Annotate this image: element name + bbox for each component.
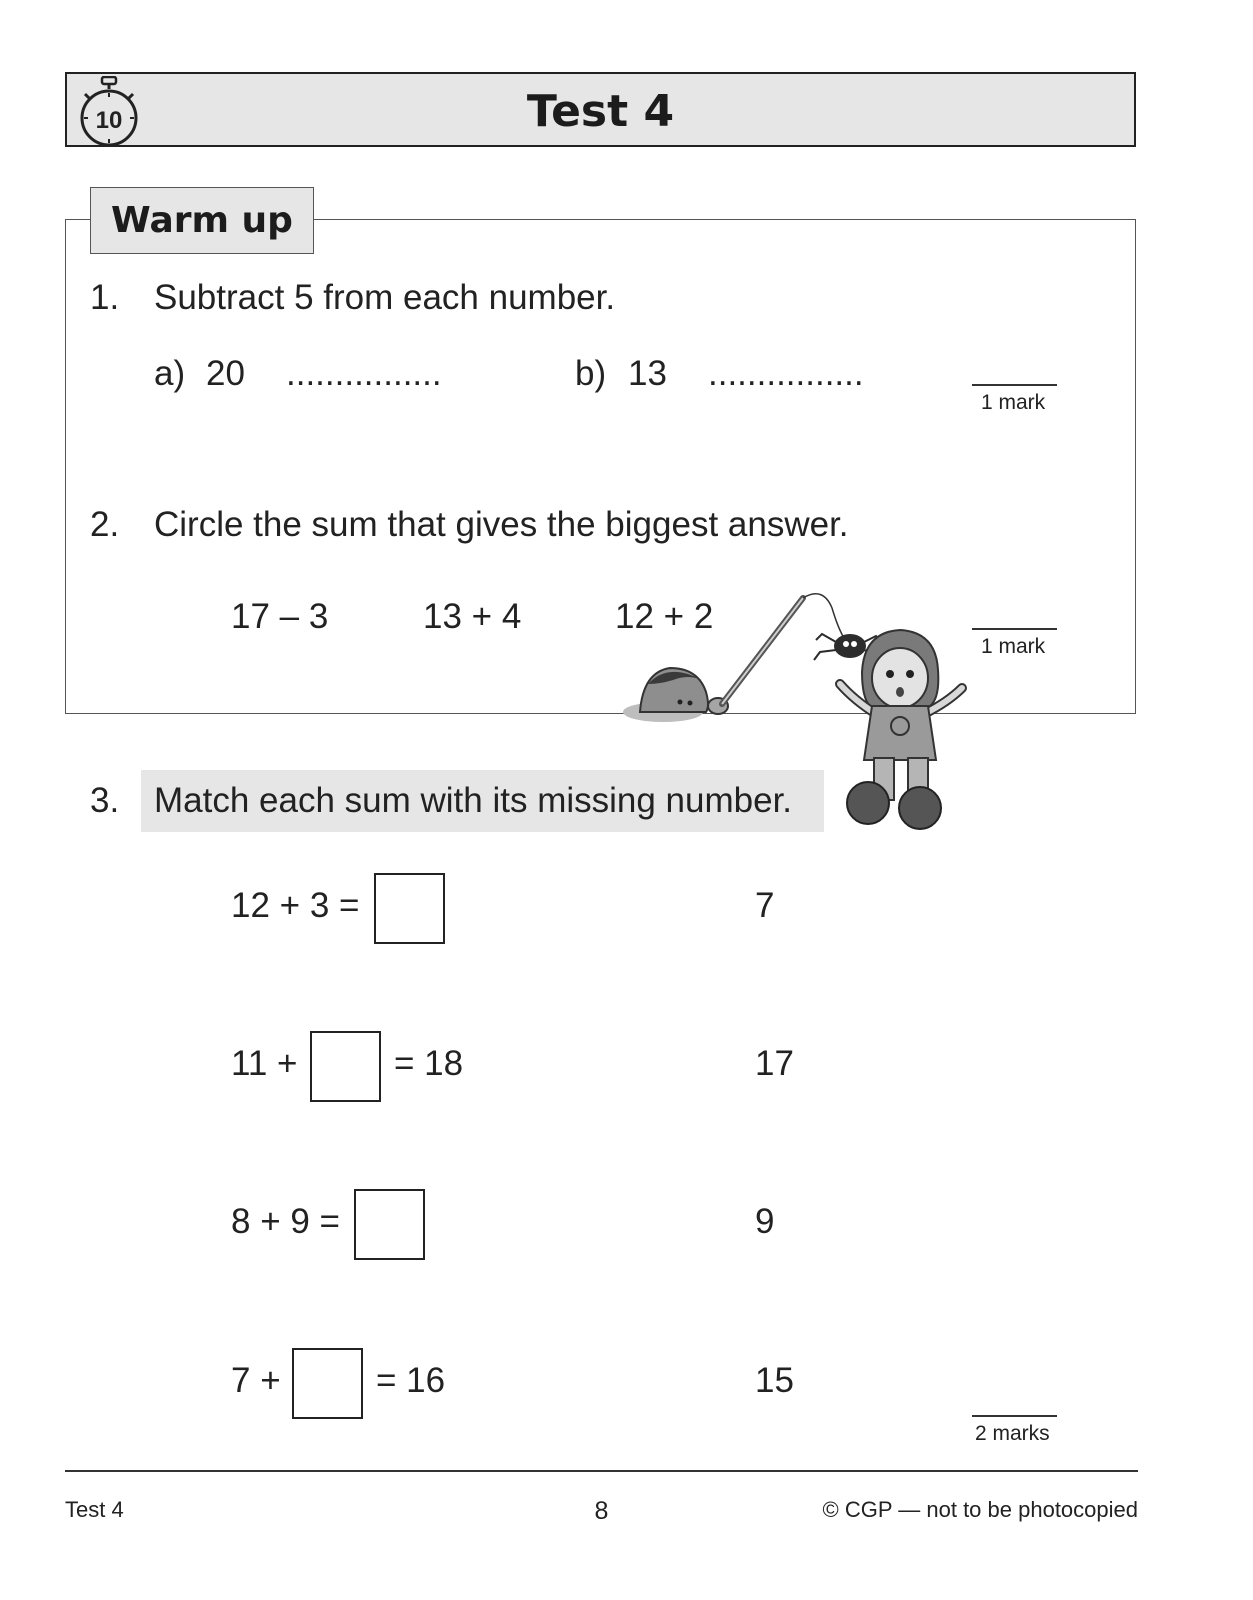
- sum-2-answer-box[interactable]: [310, 1031, 381, 1102]
- q3-mark-line: [972, 1415, 1057, 1417]
- sum-4-answer-box[interactable]: [292, 1348, 363, 1419]
- q3-mark: 2 marks: [975, 1422, 1050, 1445]
- answer-option-3[interactable]: 9: [755, 1202, 775, 1241]
- sum-4-right: = 16: [376, 1361, 446, 1400]
- q1-number: 1.: [90, 278, 120, 317]
- q1-mark: 1 mark: [981, 391, 1046, 414]
- q1-mark-line: [972, 384, 1057, 386]
- page-title: Test 4: [526, 86, 675, 137]
- q1-prompt: Subtract 5 from each number.: [154, 278, 616, 317]
- q2-mark-line: [972, 628, 1057, 630]
- footer-copyright: © CGP — not to be photocopied: [822, 1497, 1138, 1522]
- q2-number: 2.: [90, 505, 120, 544]
- q3-prompt: Match each sum with its missing number.: [154, 781, 793, 820]
- sum-2-right: = 18: [394, 1044, 464, 1083]
- title-bar: [65, 72, 1136, 147]
- q1a-value: 20: [206, 354, 245, 393]
- q2-prompt: Circle the sum that gives the biggest answer.: [154, 505, 849, 544]
- page-number: 8: [594, 1497, 609, 1525]
- sum-4-left: 7 +: [231, 1361, 281, 1400]
- timer-minutes: 10: [95, 107, 123, 134]
- q2-option-3[interactable]: 12 + 2: [615, 597, 714, 636]
- q1b-value: 13: [628, 354, 667, 393]
- answer-option-4[interactable]: 15: [755, 1361, 794, 1400]
- warmup-heading: Warm up: [111, 200, 293, 241]
- footer-rule: [65, 1470, 1138, 1472]
- sum-2-left: 11 +: [231, 1044, 298, 1083]
- answer-option-1[interactable]: 7: [755, 886, 775, 925]
- sum-1-left: 12 + 3 =: [231, 886, 360, 925]
- q3-number: 3.: [90, 781, 120, 820]
- sum-3-answer-box[interactable]: [354, 1189, 425, 1260]
- sum-1-answer-box[interactable]: [374, 873, 445, 944]
- q1b-label: b): [575, 354, 607, 393]
- q2-mark: 1 mark: [981, 635, 1046, 658]
- sum-3-left: 8 + 9 =: [231, 1202, 340, 1241]
- q2-option-2[interactable]: 13 + 4: [423, 597, 522, 636]
- q2-option-1[interactable]: 17 – 3: [231, 597, 329, 636]
- q1b-answer-blank[interactable]: ................: [708, 354, 864, 393]
- q1a-answer-blank[interactable]: ................: [286, 354, 442, 393]
- answer-option-2[interactable]: 17: [755, 1044, 794, 1083]
- warmup-tab: [90, 187, 314, 254]
- q1a-label: a): [154, 354, 186, 393]
- footer-test-label: Test 4: [65, 1497, 124, 1522]
